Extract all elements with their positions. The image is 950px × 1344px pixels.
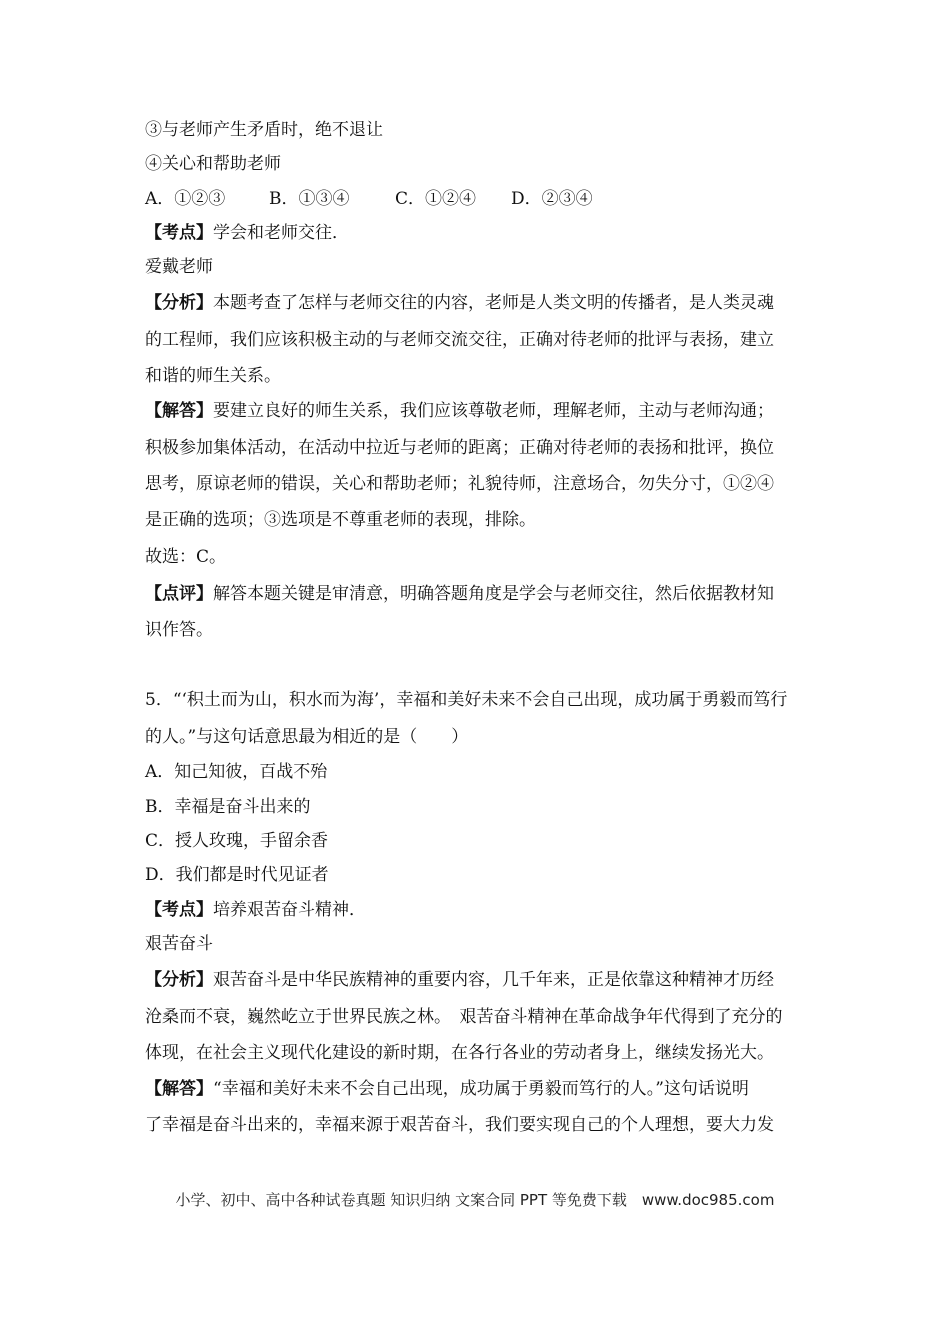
q5-option-b: B．幸福是奋斗出来的 <box>145 797 311 817</box>
q5-kaodian <box>145 898 366 922</box>
q5-option-d: D．我们都是时代见证者 <box>145 865 329 885</box>
q4-jieda-line-2: 积极参加集体活动，在活动中拉近与老师的距离；正确对待老师的表扬和批评，换位 <box>145 438 774 458</box>
q4-fenxi-line-3: 和谐的师生关系。 <box>145 366 281 386</box>
q4-choice-a: A．①②③ <box>145 189 226 209</box>
q5-jieda-line-2: 了幸福是奋斗出来的，幸福来源于艰苦奋斗，我们要实现自己的个人理想，要大力发 <box>145 1115 774 1135</box>
jieda-label: 【解答】 <box>145 401 213 421</box>
q4-jieda-line-3: 思考，原谅老师的错误，关心和帮助老师；礼貌待师，注意场合，勿失分寸，①②④ <box>145 474 774 494</box>
dianping-text: 解答本题关键是审清意，明确答题角度是学会与老师交往，然后依据教材知 <box>213 584 774 604</box>
fenxi-label: 【分析】 <box>145 293 213 313</box>
fenxi-label: 【分析】 <box>145 970 213 990</box>
q4-choice-b: B．①③④ <box>269 189 350 209</box>
q4-dianping-line-2: 识作答。 <box>145 620 213 640</box>
kaodian-text: 培养艰苦奋斗精神． <box>213 900 366 920</box>
kaodian-label: 【考点】 <box>145 900 213 920</box>
q4-option-4: ④关心和帮助老师 <box>145 154 281 174</box>
q4-fenxi-line-2: 的工程师，我们应该积极主动的与老师交流交往，正确对待老师的批评与表扬，建立 <box>145 330 774 350</box>
q5-option-a: A．知己知彼，百战不殆 <box>145 762 328 782</box>
fenxi-text: 本题考查了怎样与老师交往的内容，老师是人类文明的传播者，是人类灵魂 <box>213 293 774 313</box>
q5-jieda <box>145 1077 749 1101</box>
q4-choices <box>145 187 593 211</box>
dianping-label: 【点评】 <box>145 584 213 604</box>
q4-option-3: ③与老师产生矛盾时，绝不退让 <box>145 120 383 140</box>
q5-option-c: C．授人玫瑰，手留余香 <box>145 831 329 851</box>
jieda-label: 【解答】 <box>145 1079 213 1099</box>
q4-choice-c: C．①②④ <box>395 189 477 209</box>
q4-kaodian <box>145 221 349 245</box>
q5-fenxi-line-2: 沧桑而不衰，巍然屹立于世界民族之林。 艰苦奋斗精神在革命战争年代得到了充分的 <box>145 1007 783 1027</box>
jieda-text: 要建立良好的师生关系，我们应该尊敬老师，理解老师，主动与老师沟通； <box>213 401 774 421</box>
q5-topic: 艰苦奋斗 <box>145 934 213 954</box>
kaodian-text: 学会和老师交往． <box>213 223 349 243</box>
q4-jieda-line-4: 是正确的选项；③选项是不尊重老师的表现，排除。 <box>145 510 536 530</box>
q4-jieda <box>145 399 774 423</box>
jieda-text: “幸福和美好未来不会自己出现，成功属于勇毅而笃行的人。”这句话说明 <box>213 1079 749 1099</box>
kaodian-label: 【考点】 <box>145 223 213 243</box>
page-footer: 小学、初中、高中各种试卷真题 知识归纳 文案合同 PPT 等免费下载 www.doc985.com <box>175 1191 775 1209</box>
q4-choice-d: D．②③④ <box>511 189 593 209</box>
q5-fenxi-line-3: 体现，在社会主义现代化建设的新时期，在各行各业的劳动者身上，继续发扬光大。 <box>145 1043 774 1063</box>
q5-stem-line-2: 的人。”与这句话意思最为相近的是（ ） <box>145 727 469 747</box>
fenxi-text: 艰苦奋斗是中华民族精神的重要内容，几千年来，正是依靠这种精神才历经 <box>213 970 774 990</box>
q5-fenxi <box>145 968 774 992</box>
q4-topic: 爱戴老师 <box>145 257 213 277</box>
q5-stem: 5．“‘积土而为山，积水而为海’，幸福和美好未来不会自己出现，成功属于勇毅而笃行 <box>145 690 788 710</box>
q4-dianping <box>145 582 774 606</box>
q4-fenxi <box>145 291 774 315</box>
q4-answer: 故选：C。 <box>145 547 227 567</box>
